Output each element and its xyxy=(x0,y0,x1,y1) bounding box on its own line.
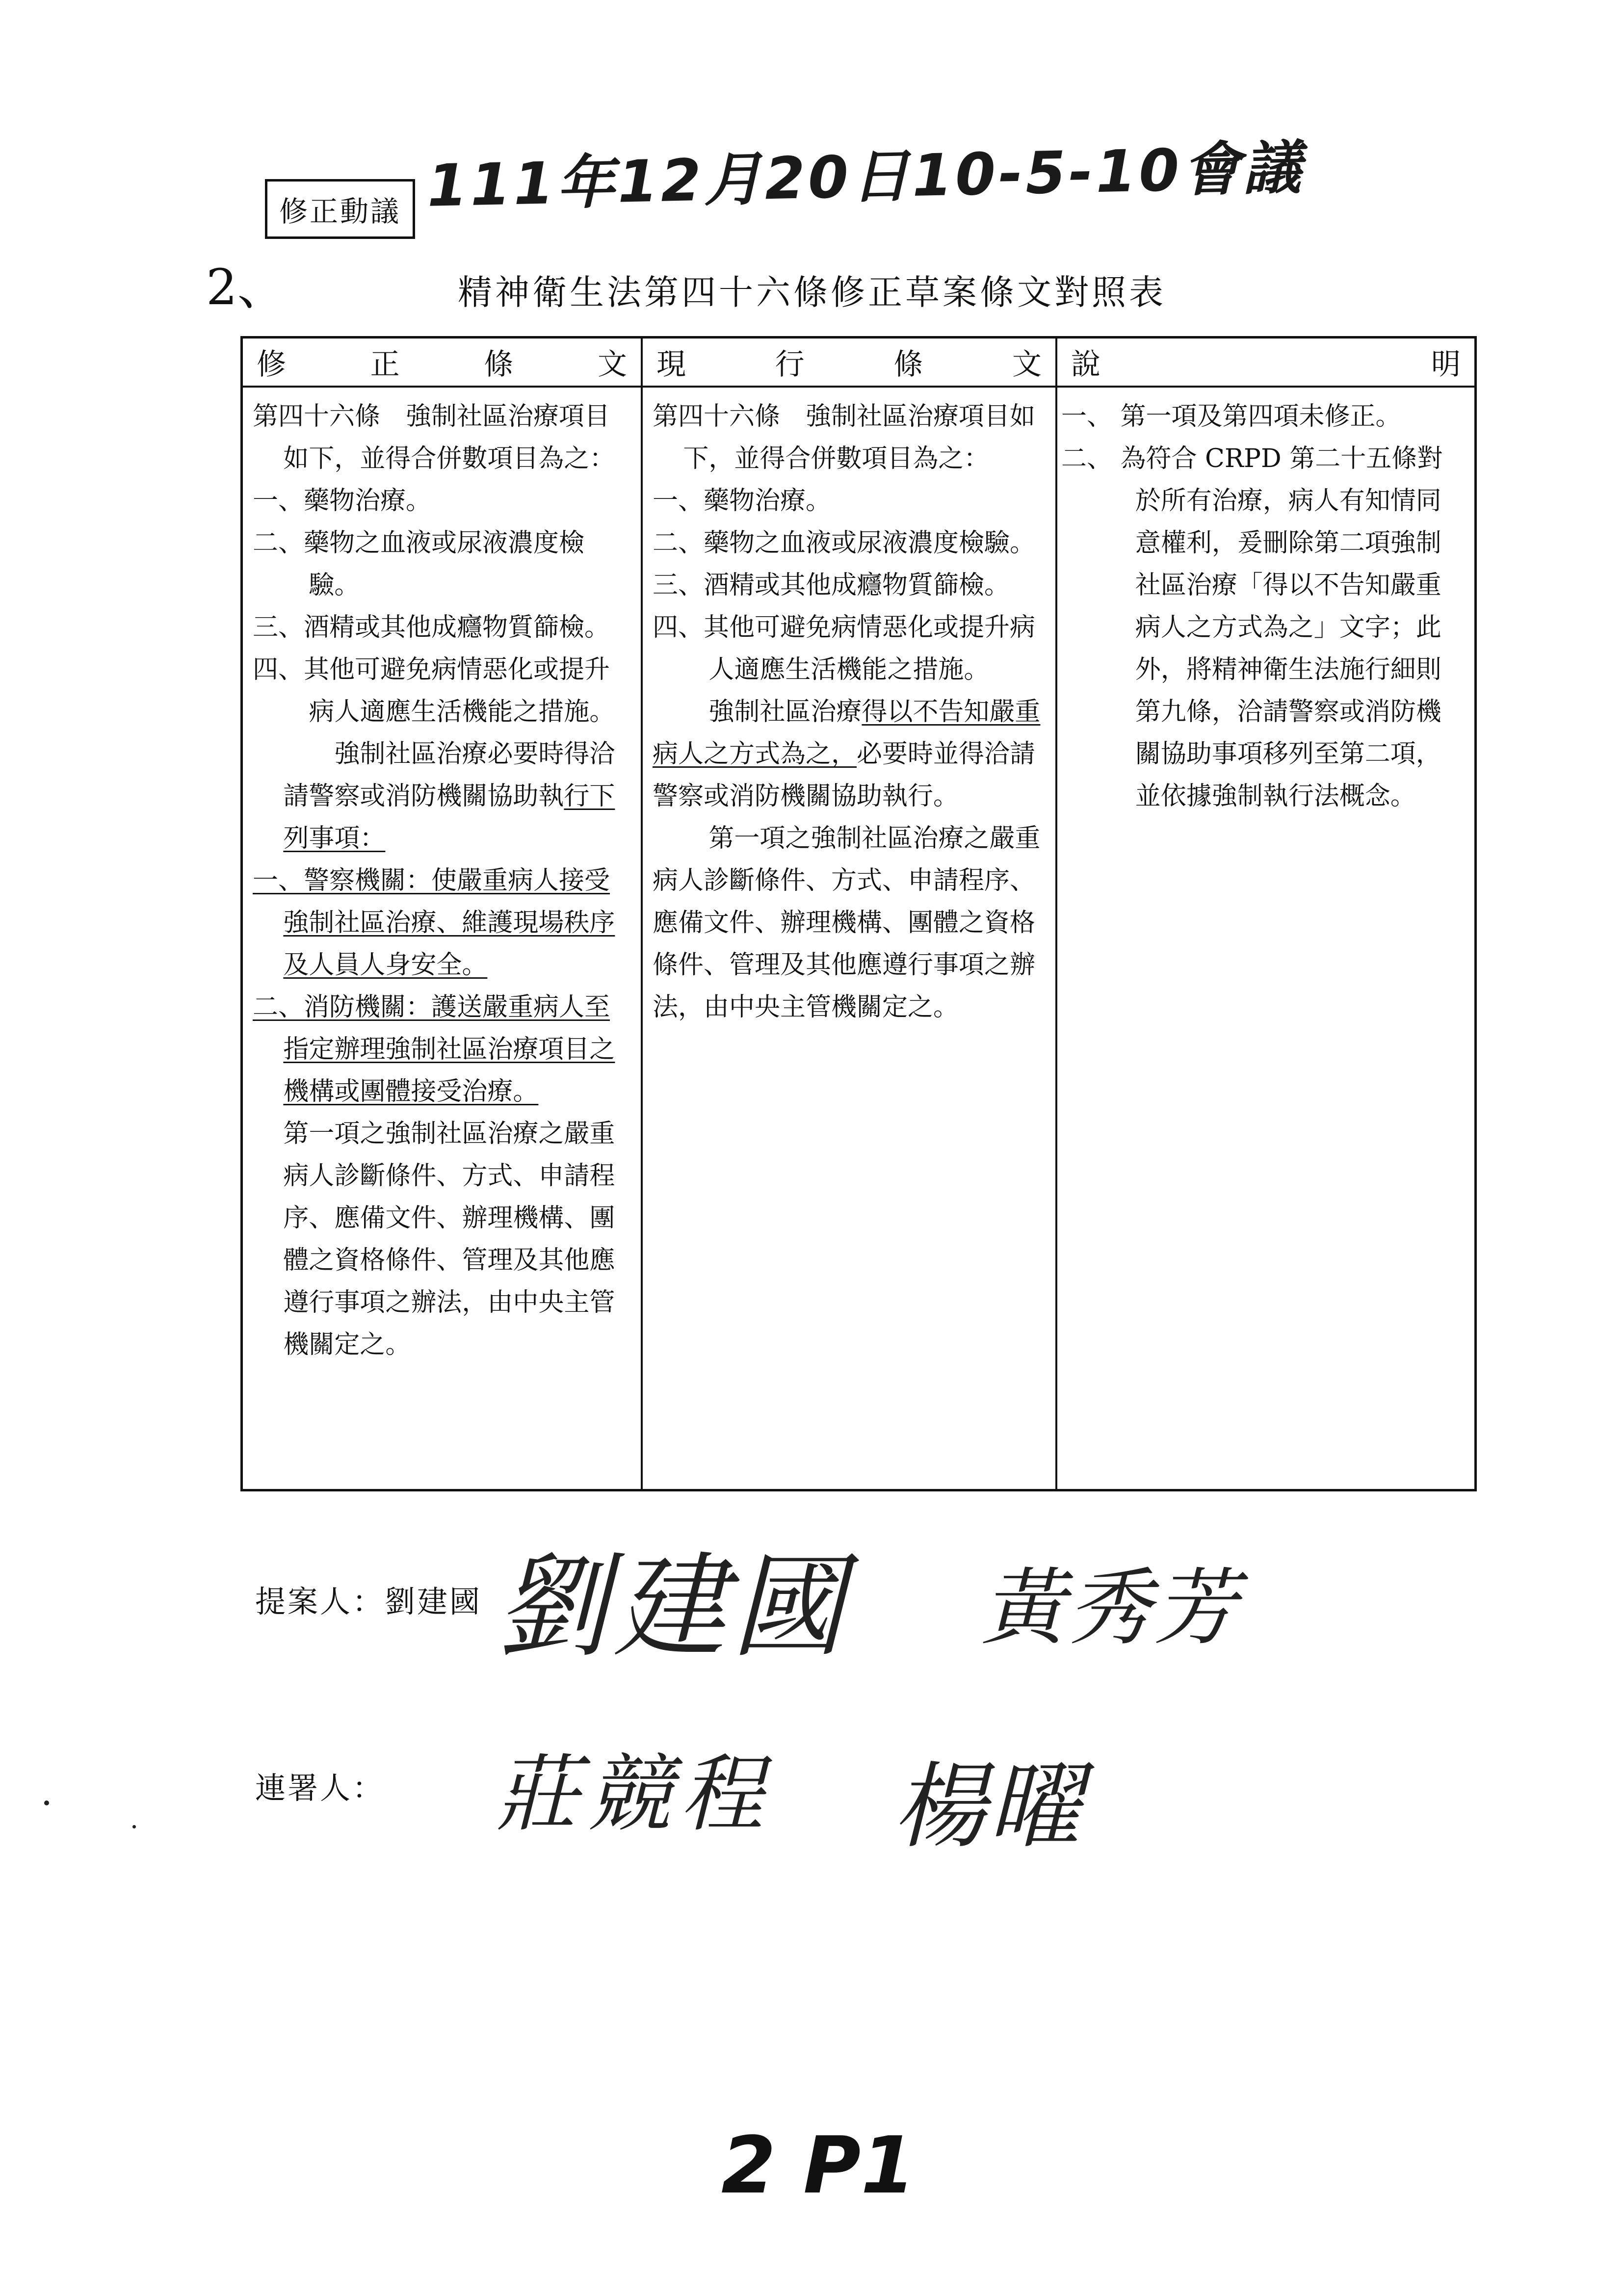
header-char: 行 xyxy=(775,347,805,382)
amended-para2-text: 強制社區治療必要時得洽請警察或消防機關協助執 xyxy=(283,739,615,811)
amended-item-1: 一、藥物治療。 xyxy=(253,486,432,516)
comparison-table xyxy=(240,336,1477,1491)
current-paragraph-2 xyxy=(653,691,1048,817)
proposer-signature-1: 劉建國 xyxy=(496,1542,849,1673)
amended-paragraph-3: 第一項之強制社區治療之嚴重病人診斷條件、方式、申請程序、應備文件、辦理機構、團體之資格條件、管理及其他應遵行事項之辦法，由中央主管機關定之。 xyxy=(283,1119,615,1359)
header-char: 文 xyxy=(597,347,627,382)
current-item-4: 四、其他可避免病情惡化或提升病人適應生活機能之措施。 xyxy=(653,613,1036,684)
amended-item-2: 二、藥物之血液或尿液濃度檢驗。 xyxy=(253,528,585,600)
proposer-signature-2: 黃秀芳 xyxy=(981,1560,1241,1657)
current-para2-text: 強制社區治療 xyxy=(708,697,862,727)
scan-speck xyxy=(132,1825,136,1828)
cosigner-signature-1: 莊競程 xyxy=(496,1746,773,1843)
header-char: 條 xyxy=(893,347,923,382)
current-item-3: 三、酒精或其他成癮物質篩檢。 xyxy=(653,571,1010,600)
current-paragraph-3: 第一項之強制社區治療之嚴重病人診斷條件、方式、申請程序、應備文件、辦理機構、團體之資格條件、管理及其他應遵行事項之辦法，由中央主管機關定之。 xyxy=(653,824,1041,1022)
header-char: 說 xyxy=(1071,347,1100,382)
motion-stamp: 修正動議 xyxy=(265,179,415,239)
cosigner-signature-2: 楊曜 xyxy=(893,1752,1084,1861)
header-char: 正 xyxy=(370,347,400,382)
amended-header xyxy=(243,339,641,388)
header-char: 修 xyxy=(257,347,286,382)
explanation-2: 二、 為符合 CRPD 第二十五條對於所有治療，病人有知情同意權利，爰刪除第二項強制社區治療「得以不告知嚴重病人之方式為之」文字；此外，將精神衛生法施行細則第九條，洽請警察或消防機關協助事項移列至第二項，並依據強制執行法概念。 xyxy=(1061,444,1443,811)
amended-column xyxy=(243,339,643,1489)
current-article: 第四十六條 強制社區治療項目如下，並得合併數項目為之： xyxy=(653,402,1036,473)
amended-subitem-police: 一、警察機關：使嚴重病人接受強制社區治療、維護現場秩序及人員人身安全。 xyxy=(253,866,615,980)
scan-speck xyxy=(44,1800,49,1805)
current-para2-rest: 必要時並得洽請警察或消防機關協助執行。 xyxy=(653,739,1036,811)
current-header xyxy=(643,339,1055,388)
handwritten-date: 111年12月20日10-5-10會議 xyxy=(426,133,1305,220)
header-char: 明 xyxy=(1431,347,1461,382)
header-char: 現 xyxy=(656,347,686,382)
explanation-header xyxy=(1057,339,1474,388)
header-char: 條 xyxy=(484,347,514,382)
page-mark: 2 P1 xyxy=(721,2119,916,2211)
item-number: 2、 xyxy=(206,259,287,316)
header-char: 文 xyxy=(1012,347,1042,382)
amended-subitem-fire: 二、消防機關：護送嚴重病人至指定辦理強制社區治療項目之機構或團體接受治療。 xyxy=(253,992,615,1106)
current-para2-underlined: 得以不告知嚴重病人之方式為之， xyxy=(653,697,1041,769)
amended-para2-underlined: 行下列事項： xyxy=(283,782,615,853)
cosigner-label: 連署人： xyxy=(255,1770,385,1806)
proposer-label: 提案人：劉建國 xyxy=(255,1584,482,1619)
current-column xyxy=(643,339,1057,1489)
amended-paragraph-2 xyxy=(253,733,634,860)
current-item-2: 二、藥物之血液或尿液濃度檢驗。 xyxy=(653,528,1036,558)
explanation-column xyxy=(1057,339,1474,1489)
current-item-1: 一、藥物治療。 xyxy=(653,486,832,516)
amended-item-3: 三、酒精或其他成癮物質篩檢。 xyxy=(253,613,610,642)
amended-article: 第四十六條 強制社區治療項目如下，並得合併數項目為之： xyxy=(253,402,615,473)
explanation-1: 一、 第一項及第四項未修正。 xyxy=(1061,402,1401,431)
amended-item-4: 四、其他可避免病情惡化或提升病人適應生活機能之措施。 xyxy=(253,655,615,727)
document-title: 精神衛生法第四十六條修正草案條文對照表 xyxy=(458,272,1166,313)
